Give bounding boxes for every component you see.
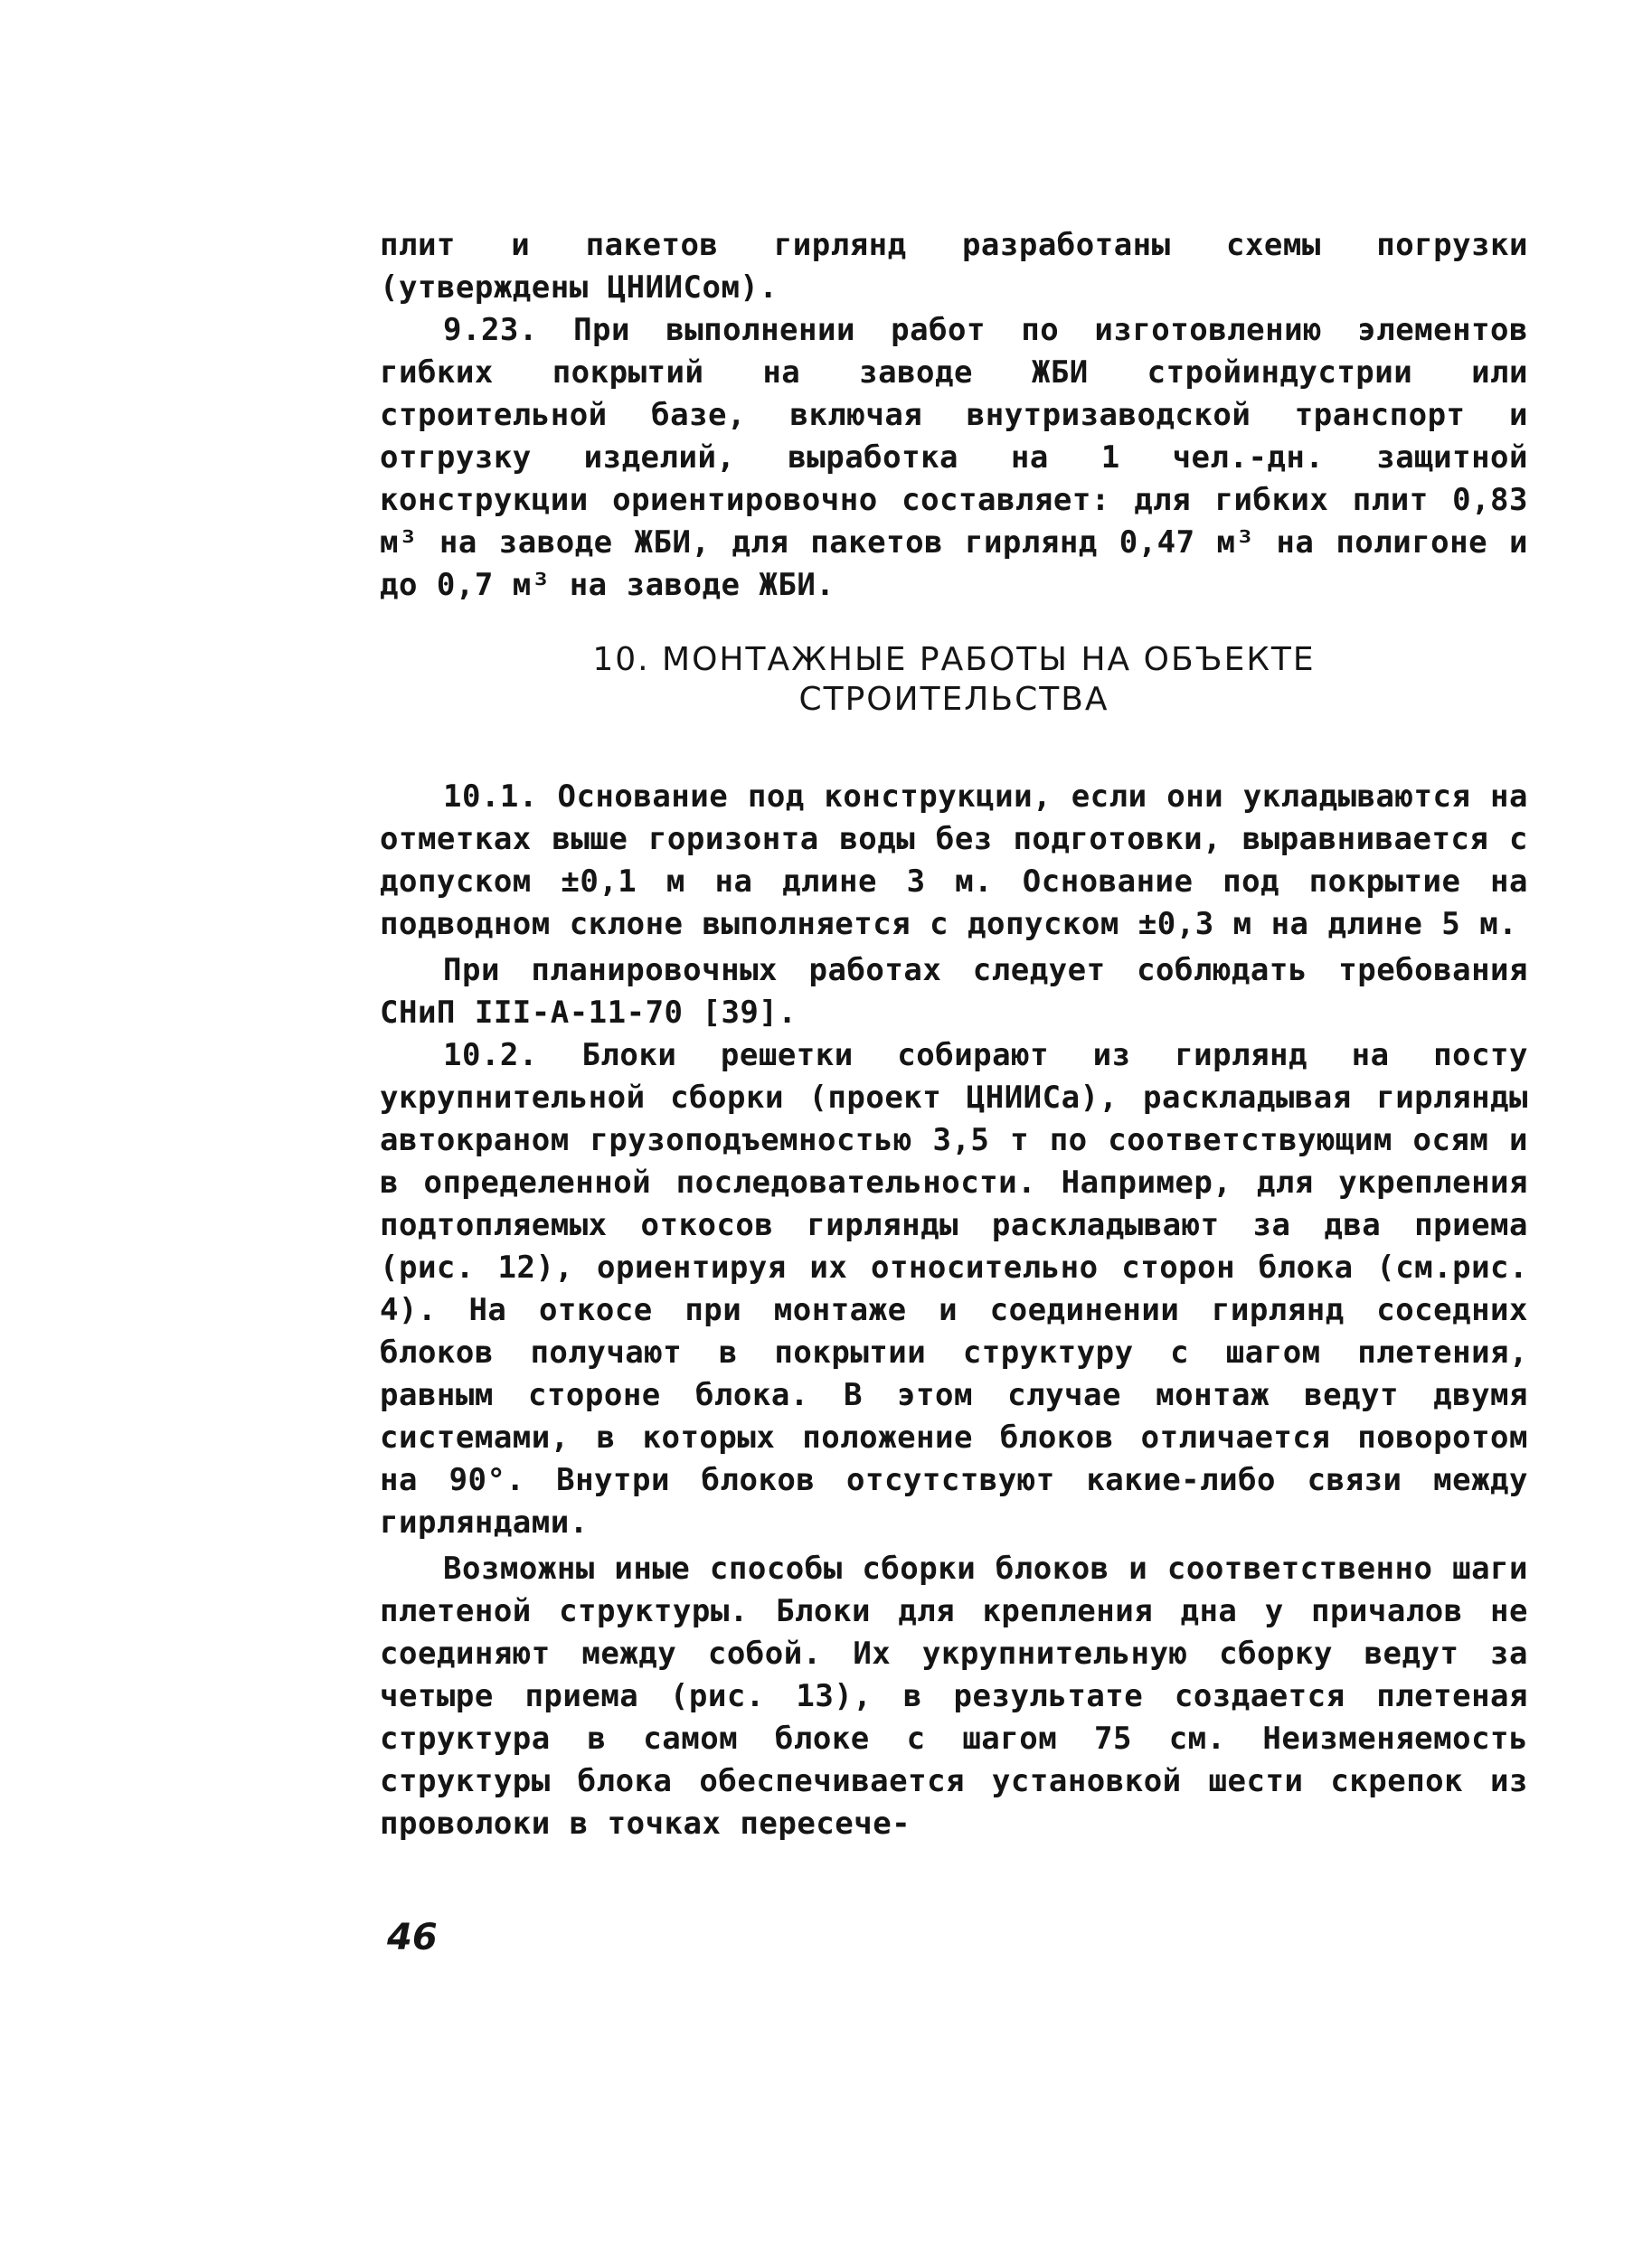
heading-line-2: СТРОИТЕЛЬСТВА (798, 681, 1109, 718)
paragraph-9-23: 9.23. При выполнении работ по изготовлению элементов гибких покрытий на заводе ЖБИ стройиндустрии или строительной базе, включая внутризаводской транспорт и отгрузку изделий, выработка на 1 чел.-дн. защитной конструкции ориентировочно составляет: для гибких плит 0,83 м³ на заводе ЖБИ, для пакетов гирлянд 0,47 м³ на полигоне и до 0,7 м³ на заводе ЖБИ. (380, 312, 1528, 603)
page-number: 46 (387, 1917, 438, 1958)
section-10-text (380, 776, 1528, 1845)
paragraph-10-2: 10.2. Блоки решетки собирают из гирлянд на посту укрупнительной сборки (проект ЦНИИСа), раскладывая гирлянды автокраном грузоподъемностью 3,5 т по соответствующим осям и в определенной последовательности. Например, для укрепления подтопляемых откосов гирлянды раскладывают за два приема (рис. 12), ориентируя их относительно сторон блока (см.рис. 4). На откосе при монтаже и соединении гирлянд соседних блоков получают в покрытии структуру с шагом плетения, равным стороне блока. В этом случае монтаж ведут двумя системами, в которых положение блоков отличается поворотом на 90°. Внутри блоков отсутствуют какие-либо связи между гирляндами. (380, 1037, 1528, 1541)
section-heading (380, 640, 1528, 720)
paragraph-10-1: 10.1. Основание под конструкции, если они укладываются на отметках выше горизонта воды без подготовки, выравнивается с допуском ±0,1 м на длине 3 м. Основание под покрытие на подводном склоне выполняется с допуском ±0,3 м на длине 5 м. (380, 778, 1528, 942)
heading-line-1: 10. МОНТАЖНЫЕ РАБОТЫ НА ОБЪЕКТЕ (592, 641, 1316, 678)
paragraph-continuation: плит и пакетов гирлянд разработаны схемы погрузки (утверждены ЦНИИСом). (380, 227, 1528, 306)
section-9-text (380, 224, 1528, 607)
paragraph-other-methods: Возможны иные способы сборки блоков и соответственно шаги плетеной структуры. Блоки для крепления дна у причалов не соединяют между собой. Их укрупнительную сборку ведут за четыре приема (рис. 13), в результате создается плетеная структура в самом блоке с шагом 75 см. Неизменяемость структуры блока обеспечивается установкой шести скрепок из проволоки в точках пересече- (380, 1551, 1528, 1842)
paragraph-snip: При планировочных работах следует соблюдать требования СНиП III-А-11-70 [39]. (380, 952, 1528, 1031)
